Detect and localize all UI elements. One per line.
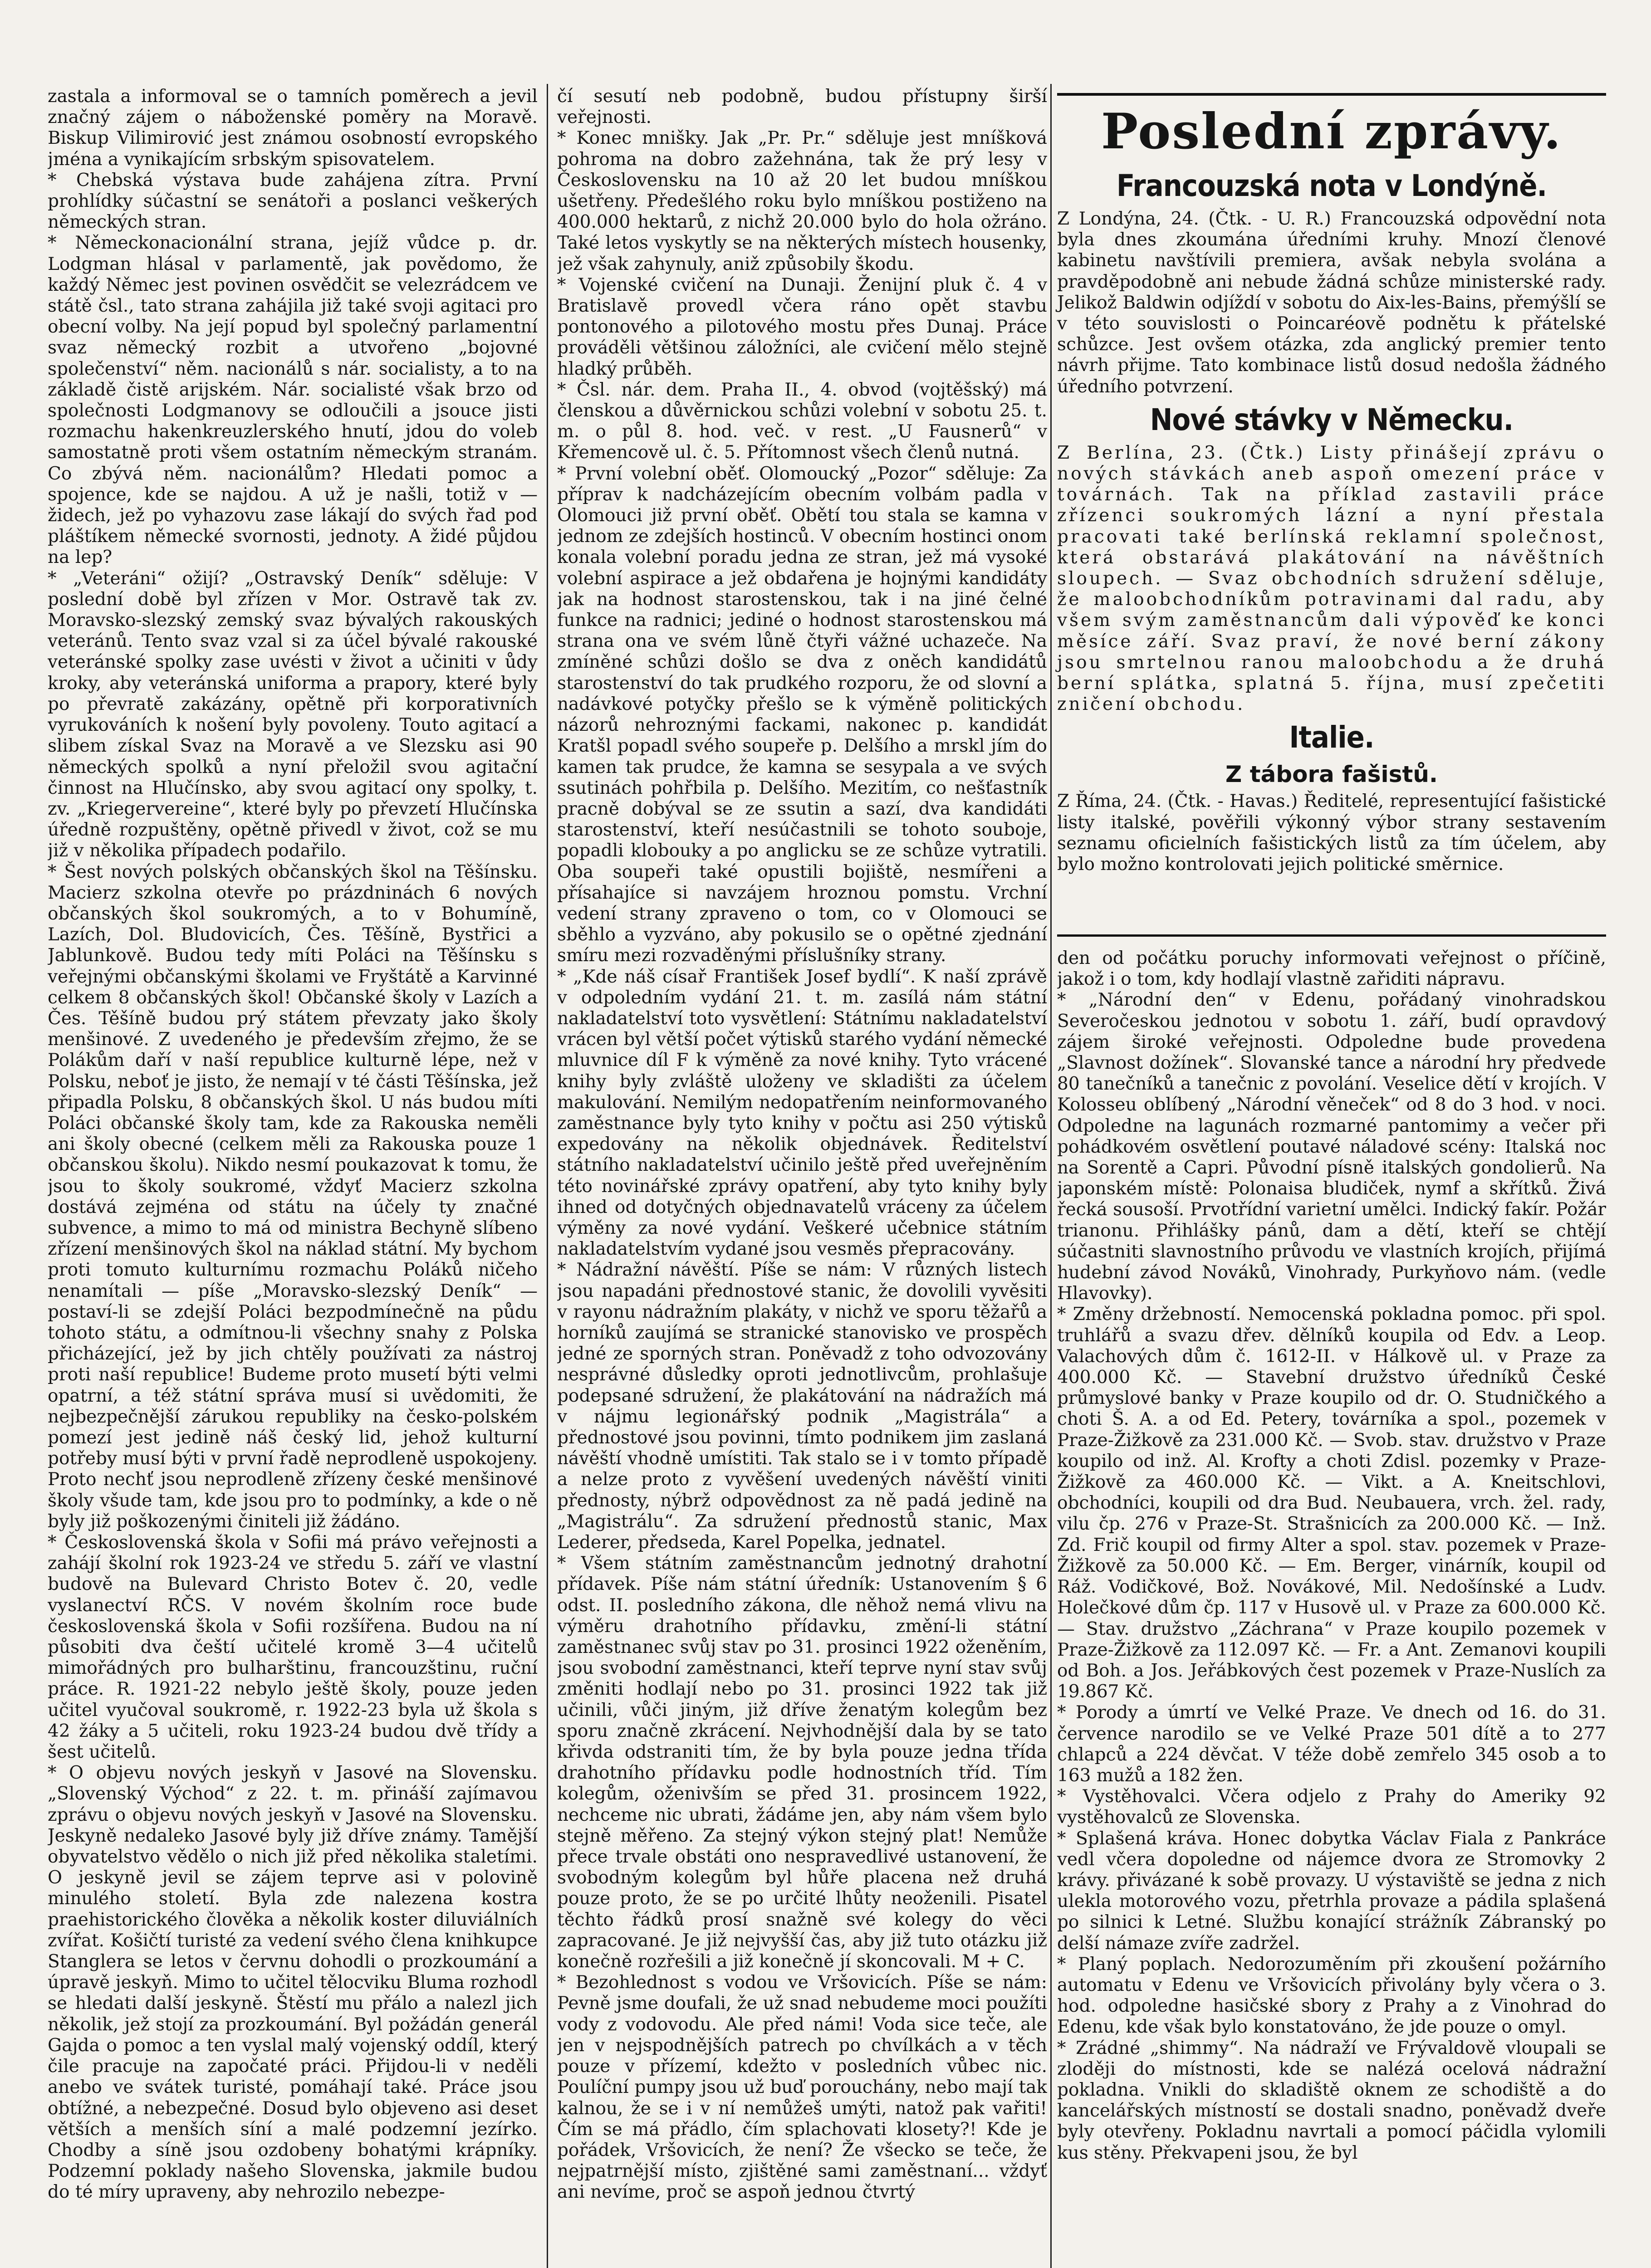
article: * Čsl. nár. dem. Praha II., 4. obvod (vojtěšský) má členskou a důvěrnickou schůzi volební v sobotu 25. t. m. o půl 8. hod. več. v rest. „U Fausnerů“ v Křemencově ul. č. 5. Přítomnost všech členů nutná. xyxy=(557,379,1047,463)
article: zastala a informoval se o tamních poměrech a jevil značný zájem o náboženské poměry na Moravě. Biskup Vilimirović jest známou osobností evropského jména a vynikajícím srbským spisovatelem. xyxy=(48,86,538,170)
article: * Porody a úmrtí ve Velké Praze. Ve dnech od 16. do 31. července narodilo se ve Velké Praze 501 dítě a to 277 chlapců a 224 děvčat. V téže době zemřelo 345 osob a to 163 mužů a 182 žen. xyxy=(1057,1702,1606,1786)
article: * „Kde náš císař František Josef bydlí“. K naší zprávě v odpoledním vydání 21. t. m. zasílá nám státní nakladatelství toto vysvětlení: Státnímu nakladatelství vrácen byl větší počet výtisků starého vydání německé mluvnice díl F k výměně za nové knihy. Tyto vrácené knihy byly zvláště uloženy ve skladišti za účelem makulování. Nemilým nedopatřením neinformovaného zaměstnance byly tyto knihy v počtu asi 250 výtisků expedovány na několik objednávek. Ředitelství státního nakladatelství učinilo ještě před uveřejněním této novinářské zprávy opatření, aby tyto knihy byly ihned od dotyčných objednavatelů vráceny za účelem výměny za nové vydání. Veškeré učebnice státním nakladatelstvím vydané jsou vesměs přepracovány. xyxy=(557,966,1047,1260)
column-rule xyxy=(547,84,548,2268)
headline: Italie. xyxy=(1289,720,1374,755)
article: * Německonacionální strana, jejíž vůdce p. dr. Lodgman hlásal v parlamentě, jak povědomo, že každý Němec jest povinen osvědčit se velezrádcem ve státě čsl., tato strana zahájila již také svoji agitaci pro obecní volby. Na její popud byl společný parlamentní svaz německý rozbit a utvořeno „bojovné společenství“ něm. nacionálů s nár. socialisty, a to na základě čistě arijském. Nár. socialisté však brzo od společnosti Lodgmanovy se odloučili a jsouce jisti rozmachu hakenkreuzlerského hnutí, jdou do voleb samostatně proti všem ostatním německým stranám. Co zbývá něm. nacionálům? Hledati pomoc a spojence, kde se najdou. A už je našli, totiž v — židech, jež po vyhazovu zase lákají do svých řad pod pláštíkem německé svornosti, jednoty. A židé půjdou na lep? xyxy=(48,233,538,568)
article: den od počátku poruchy informovati veřejnost o příčině, jakož i o tom, kdy hodlají vlastně zařiditi nápravu. xyxy=(1057,948,1606,990)
article: * Bezohlednost s vodou ve Vršovicích. Píše se nám: Pevně jsme doufali, že už snad nebudeme moci použíti vody z vodovodu. Ale před námi! Voda sice teče, ale jen v nejspodnějších patrech po chvílkách a v těch pouze v přízemí, kdežto v posledních vůbec nic. Poulíční pumpy jsou už buď porouchány, nebo mají tak kalnou, že se i v ní nemůžeš umýti, natož pak vařiti! Čím se má přádlo, čím splachovati klosety?! Kde je pořádek, Vršovicích, že není? Že všecko se teče, že nejpatrnější místo, zjištěné sami zaměstnaní... vždyť ani nevíme, proč se aspoň jednou čtvrtý xyxy=(557,1972,1047,2203)
article: * „Veteráni“ ožijí? „Ostravský Deník“ sděluje: V poslední době byl zřízen v Mor. Ostravě tak zv. Moravsko-slezský zemský svaz bývalých rakouských veteránů. Tento svaz vzal si za účel bývalé rakouské veteránské spolky zase uvésti v život a učiniti v ůdy kroky, aby veteránská uniforma a prapory, které byly po převratě zakázány, opětně při korporativních vyrukováních k nošení byly povoleny. Touto agitací a slibem získal Svaz na Moravě a ve Slezsku asi 90 německých spolků a nyní přeložil svou agitační činnost na Hlučínsko, aby svou agitací ony spolky, t. zv. „Kriegervereine“, které byly po převzetí Hlučínska úředně rozpuštěny, opětně přivedl v život, což se mu již v několika případech podařilo. xyxy=(48,568,538,861)
article: * Všem státním zaměstnancům jednotný drahotní přídavek. Píše nám státní úředník: Ustanovením § 6 odst. II. posledního zákona, dle něhož nemá vlivu na výměru drahotního přídavku, změní-li státní zaměstnanec svůj stav po 31. prosinci 1922 oženěním, jsou svobodní zaměstnanci, kteří teprve nyní stav svůj změniti hodlají nebo po 31. prosinci 1922 tak již učinili, vůči jiným, již dříve ženatým kolegům bez sporu značně zkrácení. Nejvhodnější dala by se tato křivda odstraniti tím, že by byla pouze jedna třída drahotního přídavku podle hodnostních tříd. Tím kolegům, oženivším se před 31. prosincem 1922, nechceme nic ubrati, žádáme jen, aby nám všem bylo stejně měřeno. Za stejný výkon stejný plat! Nemůže přece trvale obstáti ono nespravedlivé ustanovení, že svobodným kolegům byl hůře placena než druhá pouze proto, že se po určité lhůty neoženili. Pisatel těchto řádků prosí snažně své kolegy do věci zapracované. Je již nejvyšší čas, aby již tuto otázku již konečně rozřešili a již konečně jí skoncovali. M + C. xyxy=(557,1553,1047,1972)
column-left xyxy=(48,86,538,2268)
article: Z Londýna, 24. (Čtk. - U. R.) Francouzská odpovědní nota byla dnes zkoumána úředními kruhy. Mnozí členové kabinetu navštívili premiera, avšak nebyla svolána a pravděpodobně ani nebude žádná schůze ministerské rady. Jelikož Baldwin odjíždí v sobotu do Aix-les-Bains, přemýšlí se v této souvislosti o Poincaréově podnětu k přátelské schůzce. Jest ovšem otázka, zda anglický premier tento návrh přijme. Tato kombinace listů dosud nedošla žádného úředního potvrzení. xyxy=(1057,209,1606,397)
article: * Šest nových polských občanských škol na Těšínsku. Macierz szkolna otevře po prázdninách 6 nových občanských škol soukromých, a to v Bohumíně, Lazích, Dol. Bludovicích, Čes. Těšíně, Bystřici a Jablunkově. Budou tedy míti Poláci na Těšínsku s veřejnými občanskými školami ve Fryštátě a Karvinné celkem 8 občanských škol! Občanské školy v Lazích a Čes. Těšíně budou prý státem převzaty jako školy menšinové. Z uvedeného je především zřejmo, že se Polákům daří v naší republice kulturně lépe, než v Polsku, neboť je jisto, že nemají v té části Těšínska, jež připadla Polsku, 8 občanských škol. U nás budou míti Poláci občanské školy tam, kde za Rakouska neměli ani školy obecné (celkem měli za Rakouska pouze 1 občanskou školu). Nikdo nesmí poukazovat k tomu, že jsou to školy soukromé, vždyť Macierz szkolna dostává zejména od státu na účely ty značné subvence, a mimo to má od ministra Bechyně slíbeno zřízení menšinových škol na náklad státní. My bychom proti tomuto kulturnímu rozmachu Poláků ničeho nenamítali — píše „Moravsko-slezský Deník“ — postaví-li se zdejší Poláci bezpodmínečně na půdu tohoto státu, a odmítnou-li všechny snahy z Polska přicházející, jež by jich chtěly používati za nástroj proti naší republice! Budeme proto musetí býti velmi opatrní, a též státní správa musí si uvědomiti, že nejbezpečnější zárukou republiky na česko-polském pomezí jest jedině náš český lid, jehož kulturní potřeby musí býti v první řadě neprodleně uspokojeny. Proto nechť jsou neprodleně zřízeny české menšinové školy všude tam, kde jsou pro to podmínky, a kde o ně byly již poškozenými činiteli již žádáno. xyxy=(48,861,538,1532)
column-middle xyxy=(557,86,1047,2268)
article: * Československá škola v Sofii má právo veřejnosti a zahájí školní rok 1923-24 ve středu 5. září ve vlastní budově na Bulevard Christo Botev č. 20, vedle vyslanectví RČS. V novém školním roce bude československá škola v Sofii rozšířena. Budou na ní působiti dva čeští učitelé kromě 3—4 učitelů mimořádných pro bulharštinu, francouzštinu, ruční práce. R. 1921-22 nebylo ještě školy, pouze jeden učitel vyučoval soukromě, r. 1922-23 byla už škola s 42 žáky a 5 učiteli, roku 1923-24 budou dvě třídy a šest učitelů. xyxy=(48,1532,538,1763)
headline: Francouzská nota v Londýně. xyxy=(1116,168,1547,203)
article: * Konec mnišky. Jak „Pr. Pr.“ sděluje jest mníšková pohroma na dobro zažehnána, tak že prý lesy v Československu na 10 až 20 let budou mníškou ušetřeny. Předešlého roku bylo mníškou postiženo na 400.000 hektarů, z nichž 20.000 bylo do hola ožráno. Také letos vyskytly se na některých místech housenky, jež však zahynuly, aniž způsobily škodu. xyxy=(557,128,1047,274)
article: * Zrádné „shimmy“. Na nádraží ve Frývaldově vloupali se zloději do místnosti, kde se nalézá ocelová nádražní pokladna. Vnikli do skladiště oknem ze schodiště a do kancelářských místností se dostali snadno, poněvadž dveře byly otevřeny. Pokladnu navrtali a pomocí páčidla vylomili kus stěny. Překvapeni jsou, že byl xyxy=(1057,2038,1606,2163)
column-right-continued xyxy=(1057,948,1606,2268)
article: Z Berlína, 23. (Čtk.) Listy přinášejí zprávu o nových stávkách aneb aspoň omezení práce v továrnách. Tak na příklad zastavili práce zřízenci soukromých lázní a nyní přestala pracovati také berlínská reklamní společnost, která obstarává plakátování na návěštních sloupech. — Svaz obchodních sdružení sděluje, že maloobchodníkům potravinami dal radu, aby všem svým zaměstnancům dali výpověď ke konci měsíce září. Svaz praví, že nové berní zákony jsou smrtelnou ranou maloobchodu a že druhá berní splátka, splatná 5. října, musí zpečetiti zničení obchodu. xyxy=(1057,442,1606,715)
headline: Nové stávky v Německu. xyxy=(1150,402,1514,437)
article: * Planý poplach. Nedorozuměním při zkoušení požárního automatu v Edenu ve Vršovicích přivolány byly včera o 3. hod. odpoledne hasičské sbory z Prahy a z Vinohrad do Edenu, kde však bylo konstatováno, že jde pouze o omyl. xyxy=(1057,1954,1606,2038)
article: * O objevu nových jeskyň v Jasové na Slovensku. „Slovenský Východ“ z 22. t. m. přináší zajímavou zprávu o objevu nových jeskyň v Jasové na Slovensku. Jeskyně nedaleko Jasové byly již dříve známy. Tamější obyvatelstvo vědělo o nich již před několika staletími. O jeskyně jevil se zájem teprve asi v polovině minulého století. Byla zde nalezena kostra praehistorického člověka a několik koster diluviálních zvířat. Košičtí turisté za vedení svého člena knihkupce Stanglera se letos v červnu dohodli o prozkoumání a úpravě jeskyň. Mimo to učitel tělocviku Bluma rozhodl se hledati další jeskyně. Štěstí mu přálo a nalezl jich několik, jež stojí za prozkoumání. Byl požádán generál Gajda o pomoc a ten vyslal malý vojenský oddíl, který čile pracuje na započaté práci. Přijdou-li v neděli anebo ve svátek turisté, pomáhají také. Práce jsou obtížné, a nebezpečné. Dosud bylo objeveno asi deset větších a menších síní a malé podzemní jezírko. Chodby a síně jsou ozdobeny bohatými krápníky. Podzemní poklady našeho Slovenska, jakmile budou do té míry upraveny, aby nehrozilo nebezpe- xyxy=(48,1763,538,2203)
article: * Změny držebností. Nemocenská pokladna pomoc. při spol. truhlářů a svazu dřev. dělníků koupila od Edv. a Leop. Valachových dům č. 1612-II. v Hálkově ul. v Praze za 400.000 Kč. — Stavební družstvo úředníků České průmyslové banky v Praze koupilo od dr. O. Studničkého a choti Š. A. a od Ed. Petery, továrníka a spol., pozemek v Praze-Žižkově za 231.000 Kč. — Svob. stav. družstvo v Praze koupilo od inž. Al. Krofty a choti Zdisl. pozemky v Praze-Žižkově za 460.000 Kč. — Vikt. a A. Kneitschlovi, obchodníci, koupili od dra Bud. Neubauera, vrch. žel. rady, vilu čp. 276 v Praze-St. Strašnicích za 200.000 Kč. — Inž. Zd. Frič koupil od firmy Alter a spol. stav. pozemek v Praze-Žižkově za 50.000 Kč. — Em. Berger, vinárník, koupil od Ráž. Vodičkové, Bož. Novákové, Mil. Nedošínské a Ludv. Holečkové dům čp. 117 v Husově ul. v Praze za 600.000 Kč. — Stav. družstvo „Záchrana“ v Praze koupilo pozemek v Praze-Žižkově za 112.097 Kč. — Fr. a Ant. Zemanovi koupili od Boh. a Jos. Jeřábkových čest pozemek v Praze-Nuslích za 19.867 Kč. xyxy=(1057,1304,1606,1702)
article: * Nádražní návěští. Píše se nám: V různých listech jsou napadáni přednostové stanic, že dovolili vyvěsiti v rayonu nádražním plakáty, v nichž ve sporu těžařů a horníků zaujímá se stranické stanovisko ve prospěch jedné ze sporných stran. Poněvadž z toho odvozovány nesprávné důsledky oproti jednotlivcům, prohlašuje podepsané sdružení, že plakátování na nádražích má v nájmu legionářský podnik „Magistrála“ a přednostové jsou povinni, tímto podnikem jim zaslaná návěští vhodně umístiti. Tak stalo se i v tomto případě a nelze proto z vyvěšení uvedených návěští viniti přednosty, nýbrž odpovědnost za ně padá jedině na „Magistrálu“. Za sdružení přednostů stanic, Max Lederer, předseda, Karel Popelka, jednatel. xyxy=(557,1260,1047,1553)
article: * Chebská výstava bude zahájena zítra. První prohlídky súčastní se senátoři a poslanci veškerých německých stran. xyxy=(48,170,538,233)
section-masthead: Poslední zprávy. xyxy=(1101,103,1562,160)
article: Z Říma, 24. (Čtk. - Havas.) Ředitelé, representující fašistické listy italské, pověřili výkonný výbor strany sestavením seznamu oficielních fašistických listů za tím účelem, aby bylo možno kontrolovati jejich politické směrnice. xyxy=(1057,791,1606,875)
article: * Splašená kráva. Honec dobytka Václav Fiala z Pankráce vedl včera dopoledne od nájemce dvora ze Stromovky 2 krávy. přivázané k sobě provazy. U výstaviště se jedna z nich ulekla motorového vozu, přetrhla provaze a pádila splašená po silnici k Letné. Službu konající strážník Zábranský po delší námaze zvíře zadržel. xyxy=(1057,1828,1606,1954)
article: čí sesutí neb podobně, budou přístupny širší veřejnosti. xyxy=(557,86,1047,128)
column-right xyxy=(1057,86,1606,2268)
subheadline: Z tábora fašistů. xyxy=(1225,761,1438,788)
article: * „Národní den“ v Edenu, pořádaný vinohradskou Severočeskou jednotou v sobotu 1. září, budí opravdový zájem široké veřejnosti. Odpoledne bude provedena „Slavnost dožínek“. Slovanské tance a národní hry předvede 80 tanečníků a tanečnic z povolání. Veselice dětí v krojích. V Kolosseu oblíbený „Národní věneček“ od 8 do 3 hod. v noci. Odpoledne na lagunách rozmarné pantomimy a večer při pohádkovém osvětlení poutavé náladové scény: Italská noc na Sorentě a Capri. Původní písně italských gondolierů. Na japonském místě: Polonaisa bludiček, nymf a skřítků. Živá řecká sousoší. Prvotřídní varietní umělci. Indický fakír. Požár trianonu. Přihlášky pánů, dam a dětí, kteří se chtějí súčastniti slavnostního průvodu ve vlastních krojích, přijímá hudební závod Nováků, Vinohrady, Purkyňovo nám. (vedle Hlavovky). xyxy=(1057,990,1606,1304)
article: * První volební oběť. Olomoucký „Pozor“ sděluje: Za příprav k nadcházejícím obecním volbám padla v Olomouci již první oběť. Obětí tou stala se kamna v jednom ze zdejších hostinců. V obecním hostinci onom konala volební poradu jedna ze stran, jež má vysoké volební aspirace a jež obdařena je hojnými kandidáty jak na hodnost starostenskou, tak i na jiné čelné funkce na radnici; jediné o hodnost starostenskou má strana ona ve svém lůně čtyři vážné uchazeče. Na zmíněné schůzi došlo se dva z oněch kandidátů starostenství do tak prudkého rozporu, že od slovní a nadávkové potyčky přešlo se k výměně politických názorů nehroznými fackami, nakonec p. kandidát Kratšl popadl svého soupeře p. Delšího a mrskl jím do kamen tak prudce, že kamna se sesypala a ve svých ssutinách pohřbila p. Delšího. Mezitím, co nešťastník pracně dobýval se ze ssutin a sazí, dva kandidáti starostenství, kteří nesúčastnili se tohoto souboje, popadli klobouky a po anglicku se ze schůze vytratili. Oba soupeři také opustili bojiště, nesmířeni a přísahajíce si navzájem hroznou pomstu. Vrchní vedení strany zpraveno o tom, co v Olomouci se sběhlo a vyzváno, aby pokusilo se o opětné zjednání smíru mezi rozvaděnými příslušníky strany. xyxy=(557,463,1047,966)
section-rule xyxy=(1057,934,1606,937)
column-rule xyxy=(1050,84,1052,2268)
latest-news-box xyxy=(1057,163,1606,875)
article: * Vystěhovalci. Včera odjelo z Prahy do Ameriky 92 vystěhovalců ze Slovenska. xyxy=(1057,1786,1606,1828)
article: * Vojenské cvičení na Dunaji. Ženijní pluk č. 4 v Bratislavě provedl včera ráno opět stavbu pontonového a pilotového mostu přes Dunaj. Práce prováděli většinou záložníci, ale cvičení mělo stejně hladký průběh. xyxy=(557,274,1047,379)
